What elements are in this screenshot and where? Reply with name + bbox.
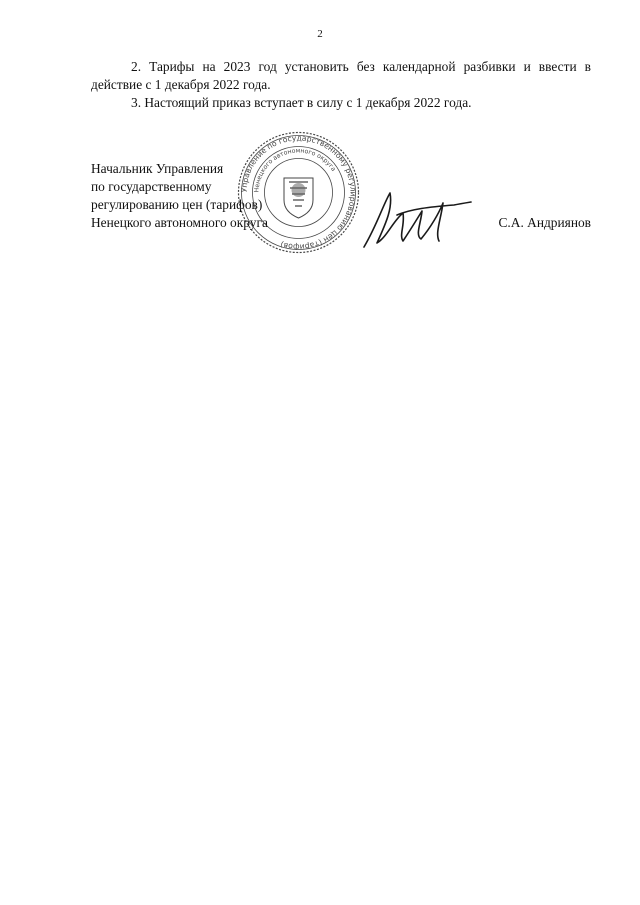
document-body (91, 58, 591, 112)
page-number: 2 (317, 28, 323, 40)
handwritten-signature-icon (359, 185, 474, 255)
signer-name: С.А. Андриянов (498, 215, 591, 230)
seal-inner-text: Ненецкого автономного округа (253, 147, 337, 193)
paragraph-2: 2. Тарифы на 2023 год установить без календарной разбивки и ввести в действие с 1 декабря 2022 года. (91, 59, 591, 92)
seal-outer-text: Управление по государственному регулированию цен (тарифов) (239, 133, 358, 252)
coat-of-arms-icon (284, 178, 313, 218)
signature-block (91, 133, 596, 270)
official-seal-icon (236, 130, 361, 255)
position-line: регулированию цен (тарифов) (91, 197, 263, 212)
paragraph-3: 3. Настоящий приказ вступает в силу с 1 декабря 2022 года. (131, 95, 472, 110)
position-line: Начальник Управления (91, 161, 224, 176)
position-line: по государственному (91, 179, 212, 194)
position-line: Ненецкого автономного округа (91, 215, 268, 230)
